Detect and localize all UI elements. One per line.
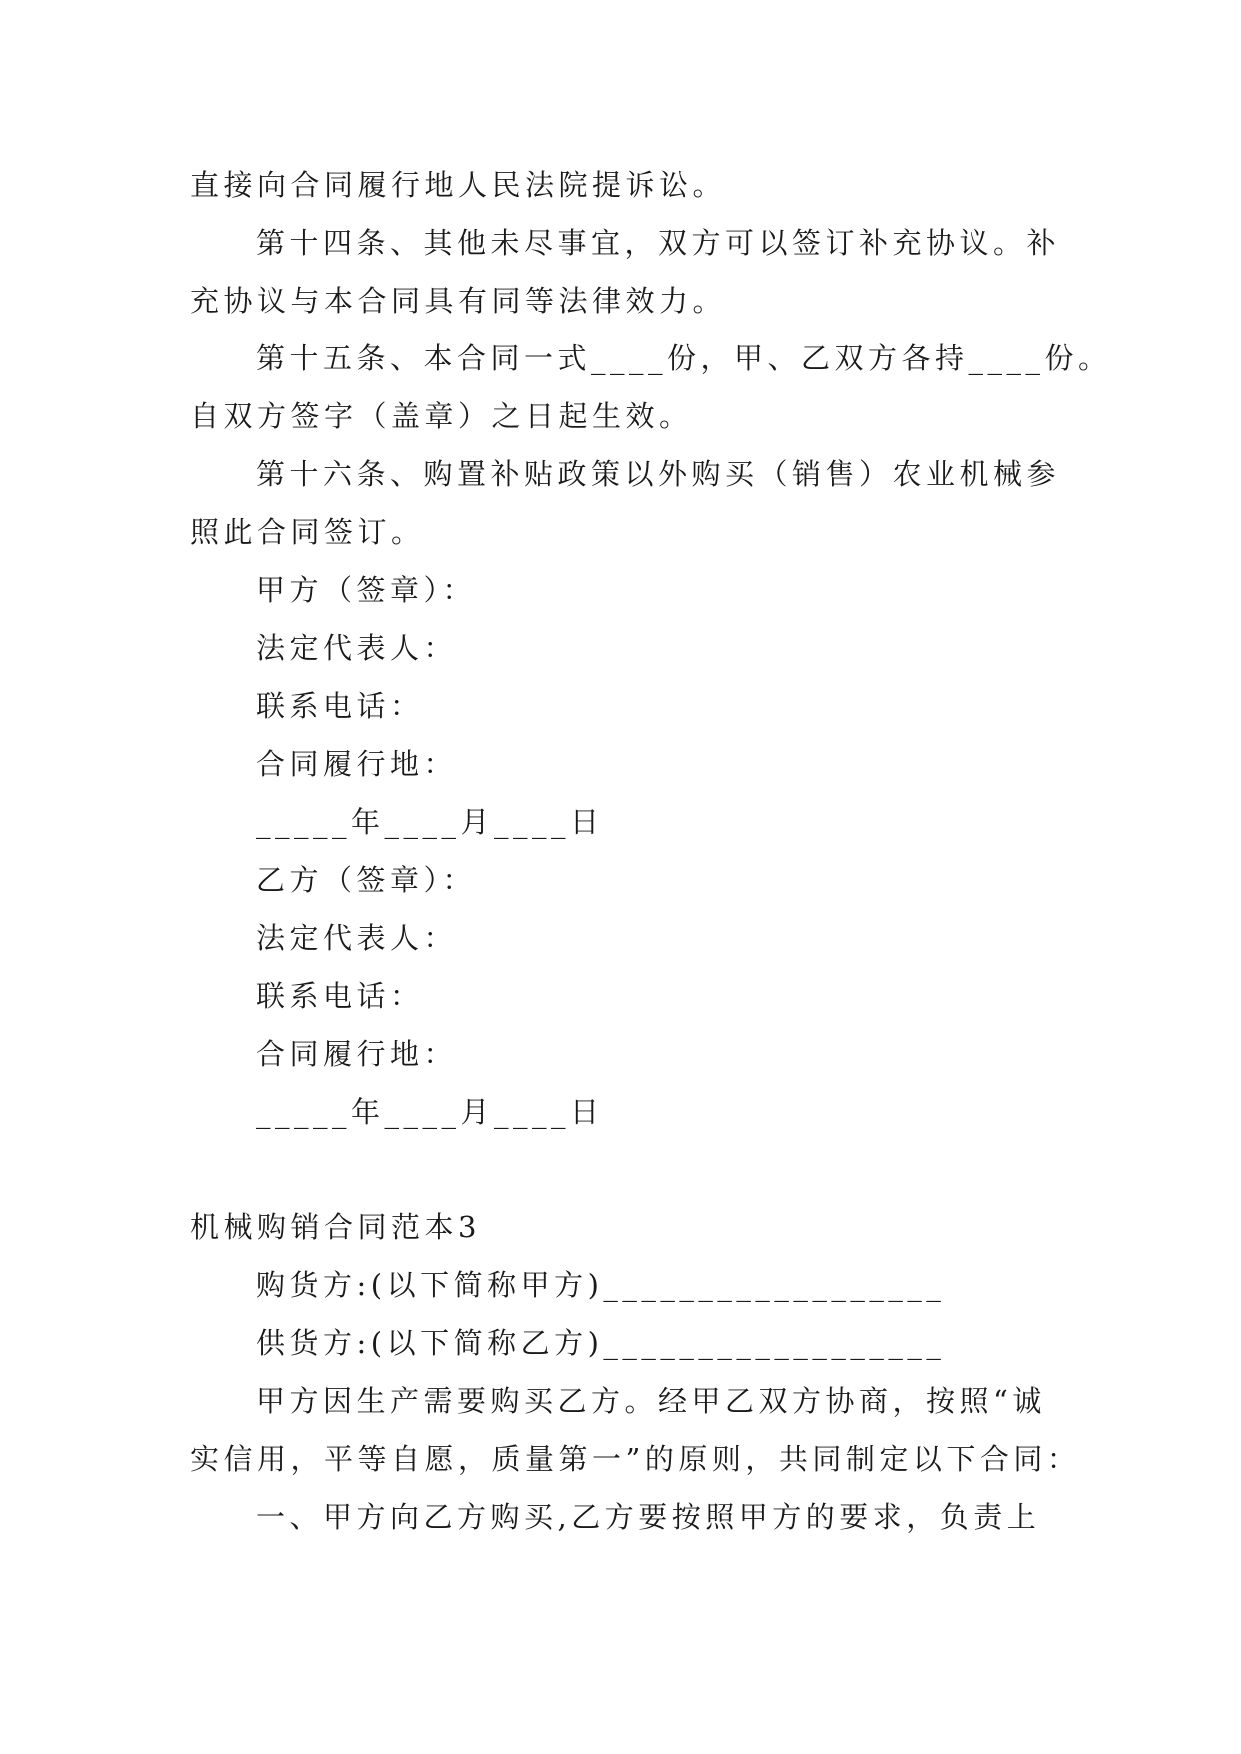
text-line: 一、甲方向乙方购买,乙方要按照甲方的要求，负责上 <box>256 1500 1041 1534</box>
signature-label: 合同履行地： <box>256 747 458 781</box>
text-line: 第十四条、其他未尽事宜，双方可以签订补充协议。补 <box>256 226 1061 260</box>
signature-label: 联系电话： <box>256 979 424 1013</box>
text-line: 充协议与本合同具有同等法律效力。 <box>190 284 727 318</box>
signature-label: 甲方（签章）： <box>256 573 477 607</box>
text-line: 购货方:(以下简称甲方)__________________ <box>256 1268 946 1302</box>
signature-label: 联系电话： <box>256 689 424 723</box>
section-title: 机械购销合同范本3 <box>190 1210 481 1244</box>
date-line: _____年____月____日 <box>256 1095 604 1129</box>
text-line: 照此合同签订。 <box>190 515 425 549</box>
text-line: 自双方签字（盖章）之日起生效。 <box>190 399 693 433</box>
text-line: 甲方因生产需要购买乙方。经甲乙双方协商，按照“诚 <box>256 1384 1046 1418</box>
signature-label: 合同履行地： <box>256 1037 458 1071</box>
date-line: _____年____月____日 <box>256 805 604 839</box>
text-line: 第十六条、购置补贴政策以外购买（销售）农业机械参 <box>256 457 1061 491</box>
signature-label: 乙方（签章）： <box>256 863 477 897</box>
signature-label: 法定代表人： <box>256 921 458 955</box>
text-line: 供货方:(以下简称乙方)__________________ <box>256 1326 946 1360</box>
text-line: 直接向合同履行地人民法院提诉讼。 <box>190 168 727 202</box>
text-line: 第十五条、本合同一式____份，甲、乙双方各持____份。 <box>256 341 1112 375</box>
signature-label: 法定代表人： <box>256 631 458 665</box>
text-line: 实信用，平等自愿，质量第一”的原则，共同制定以下合同： <box>190 1442 1081 1476</box>
